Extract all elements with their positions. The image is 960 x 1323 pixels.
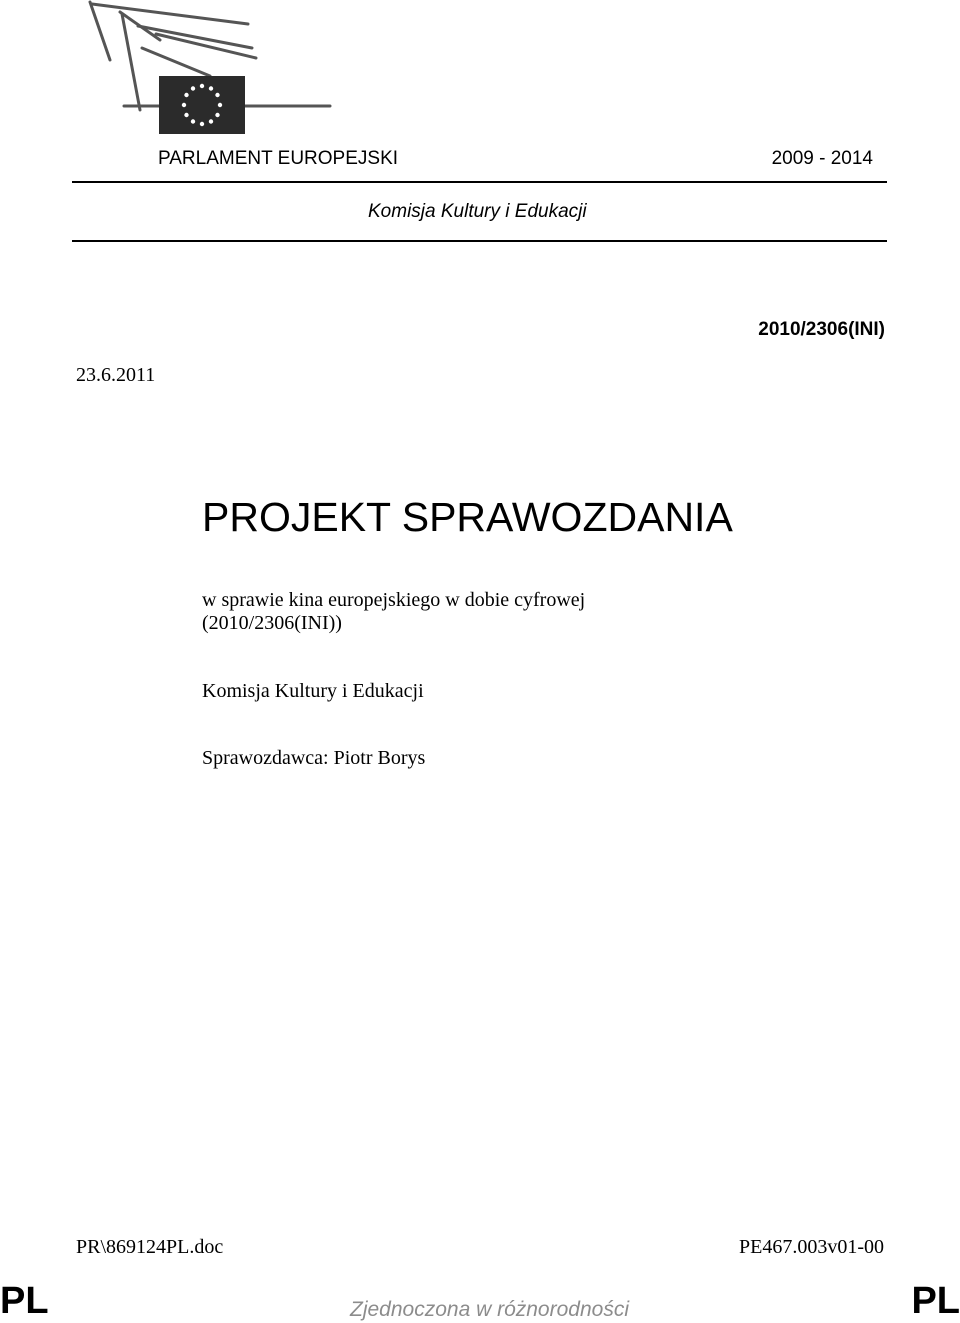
header-committee: Komisja Kultury i Edukacji bbox=[368, 201, 587, 222]
rapporteur: Sprawozdawca: Piotr Borys bbox=[202, 747, 426, 769]
report-title: PROJEKT SPRAWOZDANIA bbox=[202, 494, 733, 540]
footer-language-left: PL bbox=[0, 1280, 49, 1322]
parliamentary-term: 2009 - 2014 bbox=[771, 148, 873, 169]
report-subject-line1: w sprawie kina europejskiego w dobie cyfrowej bbox=[202, 589, 586, 611]
footer-pe-reference: PE467.003v01-00 bbox=[739, 1236, 884, 1258]
footer-doc-reference: PR\869124PL.doc bbox=[76, 1236, 224, 1258]
eu-flag-icon bbox=[159, 76, 245, 134]
header-rule-top bbox=[72, 181, 887, 183]
footer-language-right: PL bbox=[911, 1280, 960, 1322]
header-rule-bottom bbox=[72, 240, 887, 242]
report-subject-line2: (2010/2306(INI)) bbox=[202, 612, 342, 634]
european-parliament-logo bbox=[80, 0, 340, 140]
footer-motto: Zjednoczona w różnorodności bbox=[350, 1298, 629, 1321]
procedure-number: 2010/2306(INI) bbox=[758, 319, 885, 340]
report-committee: Komisja Kultury i Edukacji bbox=[202, 680, 424, 702]
institution-name: PARLAMENT EUROPEJSKI bbox=[158, 148, 399, 169]
document-date: 23.6.2011 bbox=[76, 364, 156, 386]
